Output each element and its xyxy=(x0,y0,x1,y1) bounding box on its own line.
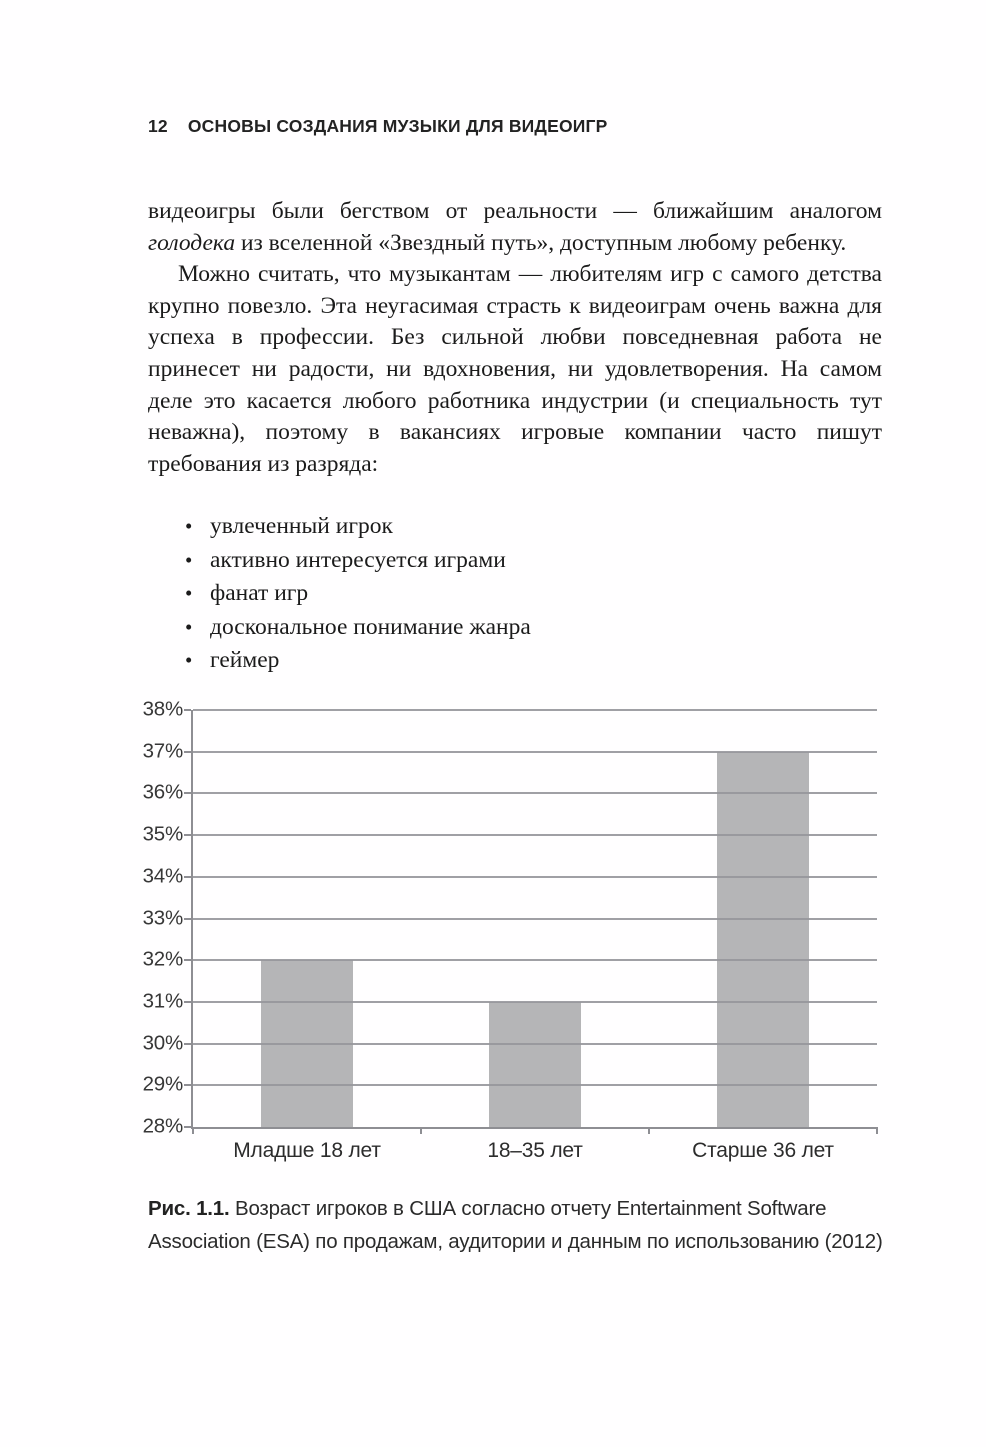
y-tick-label: 38% xyxy=(142,697,183,721)
age-chart xyxy=(142,697,882,1178)
gridline xyxy=(193,834,877,836)
list-item-label: увлеченный игрок xyxy=(210,513,393,539)
list-item xyxy=(185,644,531,678)
gridline xyxy=(193,751,877,753)
y-tick-mark xyxy=(184,1043,191,1045)
y-tick-label: 36% xyxy=(142,780,183,804)
gridline xyxy=(193,1043,877,1045)
bar xyxy=(489,1002,581,1127)
bullet-dot-icon: • xyxy=(185,614,193,639)
figure-caption-label: Рис. 1.1. xyxy=(148,1197,230,1220)
list-item-label: активно интересуется играми xyxy=(210,546,506,573)
y-tick-mark xyxy=(184,834,191,836)
figure-caption xyxy=(148,1192,896,1258)
x-tick-mark xyxy=(876,1127,878,1134)
x-category-label: Младше 18 лет xyxy=(233,1139,381,1162)
list-item-label: фанат игр xyxy=(210,580,309,606)
y-tick-label: 33% xyxy=(142,906,183,930)
list-item xyxy=(185,577,531,611)
italic-term: голодека xyxy=(148,229,236,256)
bullet-dot-icon: • xyxy=(185,514,193,538)
gridline xyxy=(193,876,877,878)
y-tick-label: 28% xyxy=(142,1114,183,1138)
y-tick-mark xyxy=(184,1084,191,1086)
running-head xyxy=(148,116,608,137)
x-tick-mark xyxy=(420,1127,422,1134)
text-run: Можно считать, что музыкантам — любителям игр с самого детства крупно повезло. Эта неугасимая страсть к видеоиграм очень важна для успеха в профессии. Без сильной любви повседневная работа не принесет ни радости, ни вдохновения, ни удовлетворения. На самом деле это касается любого работника индустрии (и специальность тут неважна), поэтому в вакансиях игровые компании часто пишут требования из разряда: xyxy=(148,261,882,477)
y-tick-mark xyxy=(184,918,191,920)
gridline xyxy=(193,959,877,961)
y-tick-label: 29% xyxy=(142,1072,183,1096)
y-tick-label: 37% xyxy=(142,739,183,763)
y-tick-label: 31% xyxy=(142,989,183,1013)
y-tick-label: 30% xyxy=(142,1031,183,1055)
y-tick-label: 32% xyxy=(142,947,183,971)
figure-caption-text: Возраст игроков в США согласно отчету Entertainment Software Association (ESA) по продажам, аудитории и данным по использованию (2012) xyxy=(148,1197,883,1253)
list-item-label: геймер xyxy=(210,647,280,673)
gridline xyxy=(193,918,877,920)
bar xyxy=(717,752,809,1127)
bullet-dot-icon: • xyxy=(185,648,193,672)
requirements-list xyxy=(185,510,531,678)
bullet-dot-icon: • xyxy=(185,581,193,605)
gridline xyxy=(193,792,877,794)
x-tick-mark xyxy=(648,1127,650,1134)
list-item xyxy=(185,510,531,544)
gridline xyxy=(193,709,877,711)
text-run: видеоигры были бегством от реальности — ближайшим аналогом xyxy=(148,198,882,224)
y-tick-mark xyxy=(184,1126,191,1128)
body-text xyxy=(148,196,882,480)
paragraph xyxy=(148,259,882,480)
list-item xyxy=(185,611,531,645)
y-tick-label: 35% xyxy=(142,822,183,846)
x-tick-mark xyxy=(192,1127,194,1134)
y-tick-label: 34% xyxy=(142,864,183,888)
running-title: ОСНОВЫ СОЗДАНИЯ МУЗЫКИ ДЛЯ ВИДЕОИГР xyxy=(187,116,608,136)
bullet-dot-icon: • xyxy=(185,547,193,572)
x-category-label: 18–35 лет xyxy=(487,1139,583,1162)
y-tick-mark xyxy=(184,959,191,961)
gridline xyxy=(193,1084,877,1086)
y-tick-mark xyxy=(184,876,191,878)
y-tick-mark xyxy=(184,1001,191,1003)
y-tick-mark xyxy=(184,709,191,711)
y-tick-mark xyxy=(184,792,191,794)
chart-plot-area xyxy=(142,697,877,1162)
list-item-label: доскональное понимание жанра xyxy=(210,613,531,640)
gridline xyxy=(193,1001,877,1003)
x-axis-line xyxy=(191,1127,877,1129)
y-tick-mark xyxy=(184,751,191,753)
text-run: из вселенной «Звездный путь», доступным любому ребенку. xyxy=(235,229,847,256)
list-item xyxy=(185,544,531,578)
paragraph xyxy=(148,196,882,259)
page-number: 12 xyxy=(148,116,168,136)
y-axis-line xyxy=(191,710,193,1129)
x-category-label: Старше 36 лет xyxy=(692,1139,834,1162)
